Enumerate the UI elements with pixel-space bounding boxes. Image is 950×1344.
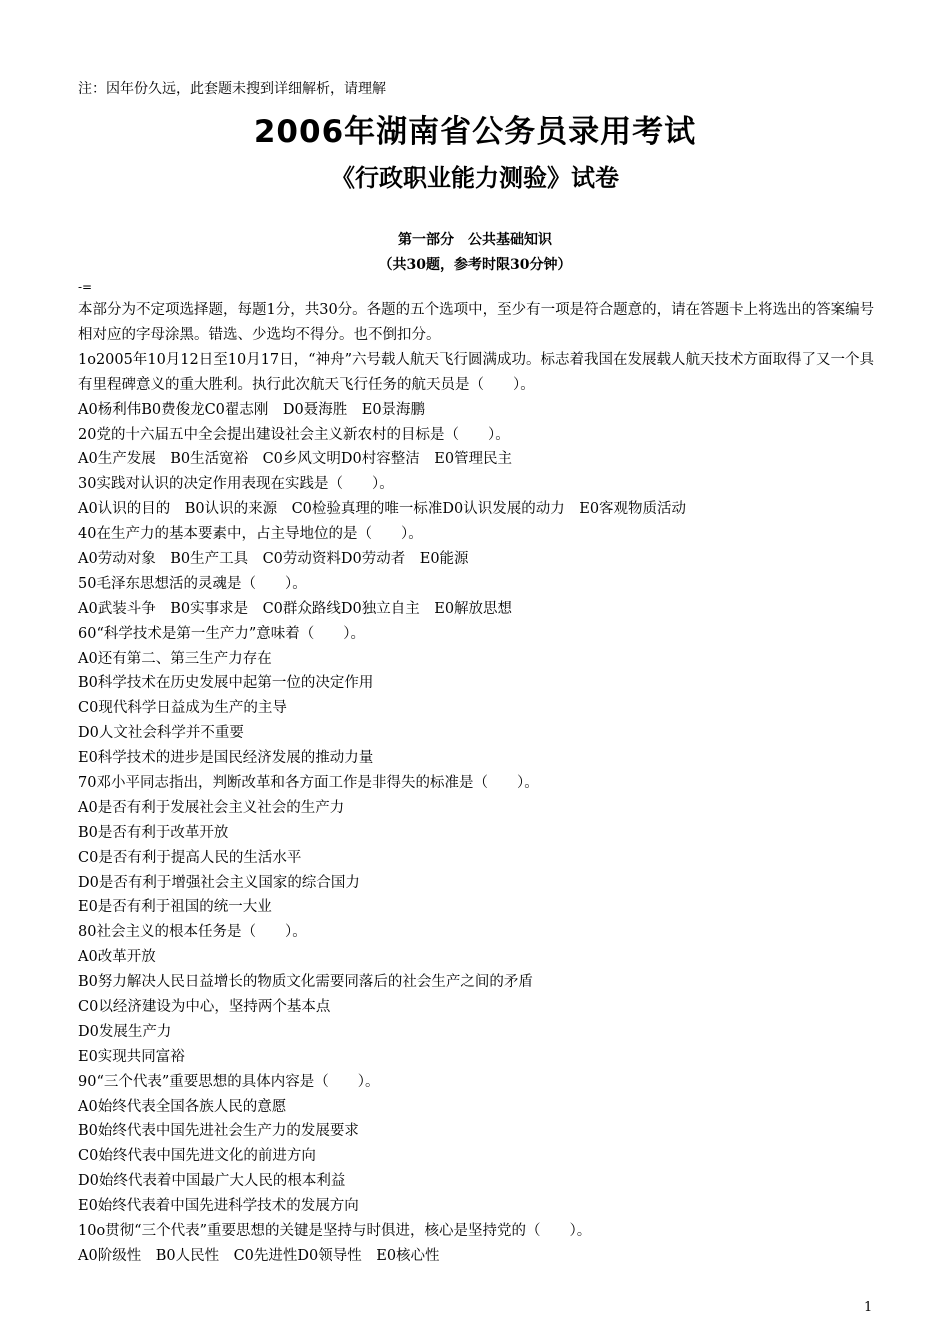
question-line: E0始终代表着中国先进科学技术的发展方向 xyxy=(78,1198,359,1215)
question-line: C0始终代表中国先进文化的前进方向 xyxy=(78,1148,316,1165)
section-heading: 第一部分 公共基础知识 xyxy=(398,232,552,248)
question-line: 40在生产力的基本要素中，占主导地位的是（ ）。 xyxy=(78,526,423,543)
question-line: A0始终代表全国各族人民的意愿 xyxy=(78,1098,287,1115)
question-body xyxy=(78,298,878,1269)
question-line: B0是否有利于改革开放 xyxy=(78,824,229,841)
question-line: D0始终代表着中国最广大人民的根本利益 xyxy=(78,1173,346,1190)
question-1: 1o2005年10月12日至10月17日，“神舟”六号载人航天飞行圆满成功。标志着我国在发展载人航天技术方面取得了又一个具有里程碑意义的重大胜利。执行此次航天飞行任务的航天员是（ ）。 xyxy=(78,351,874,393)
exam-subtitle: 《行政职业能力测验》试卷 xyxy=(331,164,619,192)
question-line: E0实现共同富裕 xyxy=(78,1048,185,1065)
question-line: B0科学技术在历史发展中起第一位的决定作用 xyxy=(78,675,374,692)
question-line: C0以经济建设为中心，坚持两个基本点 xyxy=(78,999,331,1015)
question-line: A0武装斗争 B0实事求是 C0群众路线D0独立自主 E0解放思想 xyxy=(78,600,513,617)
question-line: C0是否有利于提高人民的生活水平 xyxy=(78,849,302,866)
page-number: 1 xyxy=(864,1300,873,1315)
question-line: A0阶级性 B0人民性 C0先进性D0领导性 E0核心性 xyxy=(78,1247,440,1264)
question-line: D0人文社会科学并不重要 xyxy=(78,725,244,742)
question-line: 90“三个代表”重要思想的具体内容是（ ）。 xyxy=(78,1073,380,1090)
question-line: 30实践对认识的决定作用表现在实践是（ ）。 xyxy=(78,476,394,493)
section-subheading: （共30题，参考时限30分钟） xyxy=(378,257,572,273)
question-line: 80社会主义的根本任务是（ ）。 xyxy=(78,924,307,941)
question-line: 50毛泽东思想活的灵魂是（ ）。 xyxy=(78,575,307,592)
intro-paragraph: 本部分为不定项选择题，每题1分，共30分。各题的五个选项中，至少有一项是符合题意的，请在答题卡上将选出的答案编号相对应的字母涂黑。错选、少选均不得分。也不倒扣分。 xyxy=(78,302,875,343)
question-line: B0努力解决人民日益增长的物质文化需要同落后的社会生产之间的矛盾 xyxy=(78,974,533,991)
question-lines xyxy=(78,398,878,1269)
question-line: A0还有第二、第三生产力存在 xyxy=(78,650,272,667)
question-line: B0始终代表中国先进社会生产力的发展要求 xyxy=(78,1123,359,1140)
paragraph-marker: -= xyxy=(78,280,93,294)
question-line: 60“科学技术是第一生产力”意味着（ ）。 xyxy=(78,625,366,642)
question-line: A0认识的目的 B0认识的来源 C0检验真理的唯一标准D0认识发展的动力 E0客观物质活动 xyxy=(78,501,687,518)
question-line: E0科学技术的进步是国民经济发展的推动力量 xyxy=(78,750,374,767)
question-line: D0是否有利于增强社会主义国家的综合国力 xyxy=(78,874,360,891)
question-line: 10o贯彻“三个代表”重要思想的关键是坚持与时俱进，核心是坚持党的（ ）。 xyxy=(78,1223,592,1240)
exam-title: 2006年湖南省公务员录用考试 xyxy=(253,114,697,150)
question-line: 70邓小平同志指出，判断改革和各方面工作是非得失的标准是（ ）。 xyxy=(78,774,539,791)
question-line: A0是否有利于发展社会主义社会的生产力 xyxy=(78,799,345,816)
disclaimer-note: 注：因年份久远，此套题未搜到详细解析，请理解 xyxy=(78,81,386,97)
question-line: E0是否有利于祖国的统一大业 xyxy=(78,899,272,916)
question-line: A0改革开放 xyxy=(78,949,156,966)
question-line: D0发展生产力 xyxy=(78,1023,172,1040)
question-line: A0劳动对象 B0生产工具 C0劳动资料D0劳动者 E0能源 xyxy=(78,550,469,567)
question-line: A0生产发展 B0生活宽裕 C0乡风文明D0村容整洁 E0管理民主 xyxy=(78,451,513,468)
question-line: C0现代科学日益成为生产的主导 xyxy=(78,700,287,717)
question-line: A0杨利伟B0费俊龙C0翟志刚 D0聂海胜 E0景海鹏 xyxy=(78,401,426,418)
question-line: 20党的十六届五中全会提出建设社会主义新农村的目标是（ ）。 xyxy=(78,426,510,443)
